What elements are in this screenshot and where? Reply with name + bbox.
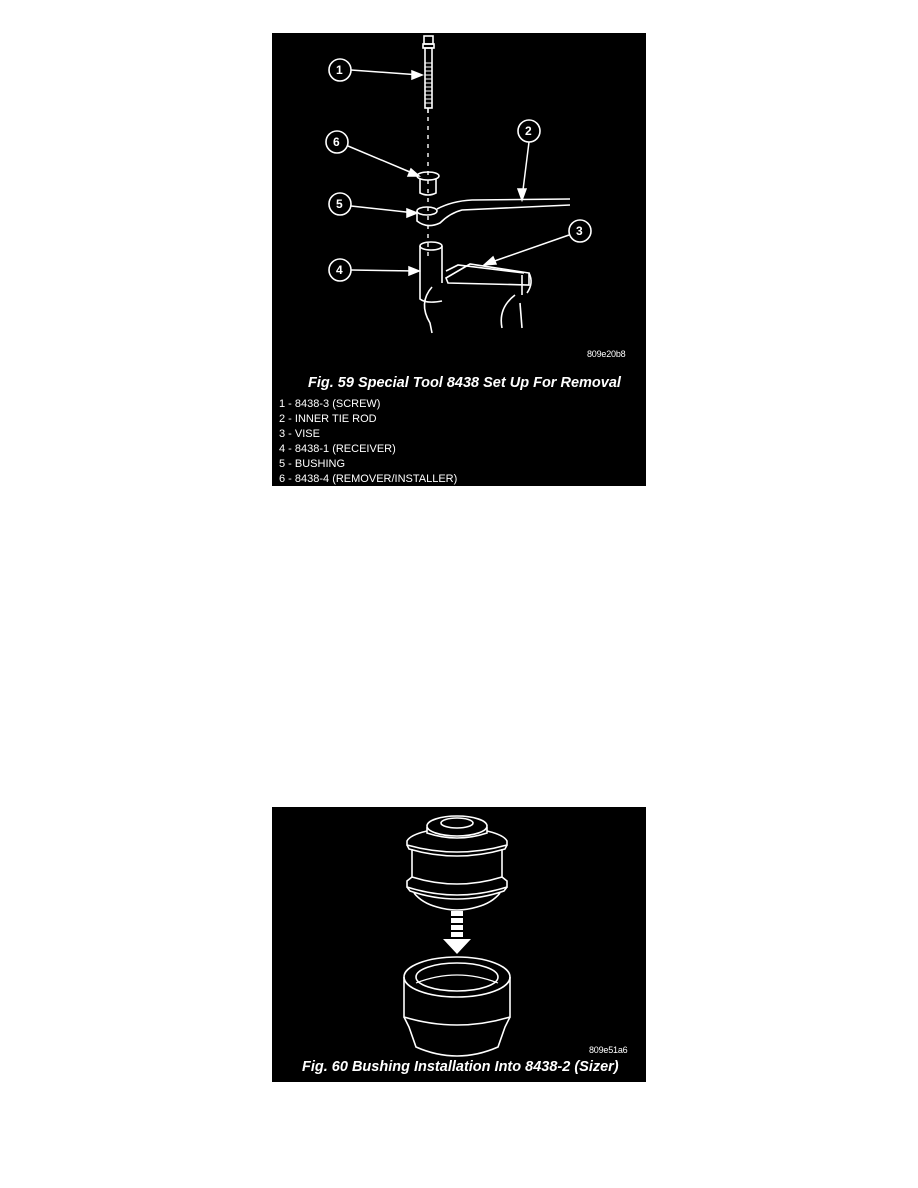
image-code: 809e20b8 [587, 349, 626, 359]
legend-item: 3 - VISE [279, 428, 320, 440]
legend-item: 1 - 8438-3 (SCREW) [279, 398, 381, 410]
legend-item: 6 - 8438-4 (REMOVER/INSTALLER) [279, 473, 458, 485]
callout-circles [326, 59, 591, 281]
leader-arrows [348, 70, 569, 275]
figure-59 [272, 33, 646, 486]
figure-caption: Fig. 60 Bushing Installation Into 8438-2 (Sizer) [302, 1059, 619, 1075]
legend-item: 2 - INNER TIE ROD [279, 413, 377, 425]
image-code: 809e51a6 [589, 1045, 628, 1055]
callout-1: 1 [336, 63, 343, 77]
legend-item: 5 - BUSHING [279, 458, 346, 470]
figure-60 [272, 807, 646, 1082]
screw-drawing [423, 36, 434, 113]
bushing-sizer-illustration [272, 807, 646, 1057]
callout-4: 4 [336, 263, 343, 277]
special-tool-setup-illustration [272, 33, 646, 373]
legend-item: 4 - 8438-1 (RECEIVER) [279, 443, 396, 455]
sizer-drawing [404, 957, 510, 1056]
callout-6: 6 [333, 135, 340, 149]
receiver-drawing [420, 242, 442, 333]
callout-2: 2 [525, 124, 532, 138]
figure-legend [279, 397, 457, 487]
callout-3: 3 [576, 224, 583, 238]
figure-caption: Fig. 59 Special Tool 8438 Set Up For Removal [308, 375, 621, 391]
tie-rod-drawing [417, 199, 570, 226]
vise-drawing [446, 264, 531, 328]
down-arrow [443, 911, 471, 954]
bushing-drawing [407, 816, 507, 910]
callout-5: 5 [336, 197, 343, 211]
